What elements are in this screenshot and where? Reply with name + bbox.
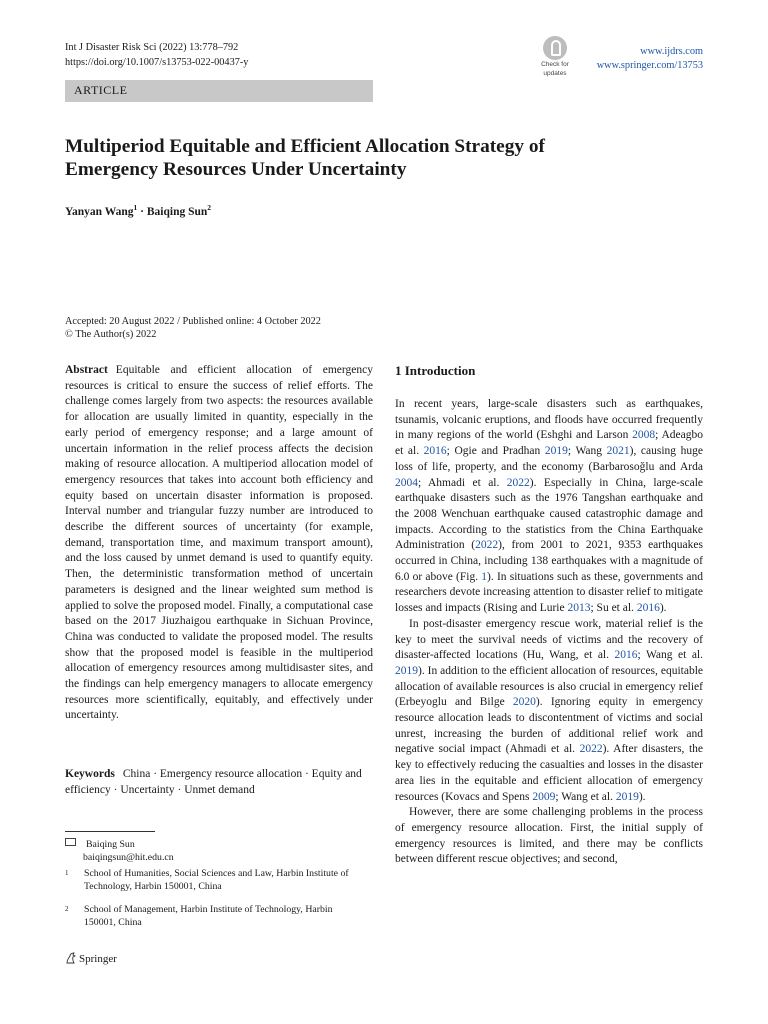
author-1[interactable]: Yanyan Wang [65, 205, 134, 218]
keywords-label: Keywords [65, 768, 115, 780]
accepted-published: Accepted: 20 August 2022 / Published online: 4 October 2022 [65, 316, 321, 327]
publisher-name: Springer [79, 953, 117, 965]
paper-title: Multiperiod Equitable and Efficient Allocation Strategy of Emergency Resources Under Uncertainty [65, 136, 545, 180]
affiliation-2 [65, 903, 365, 930]
affiliation-1 [65, 867, 365, 894]
corr-name: Baiqing Sun [86, 839, 135, 850]
ijdrs-link[interactable]: www.ijdrs.com [640, 46, 703, 57]
citation-link[interactable]: 2019 [395, 664, 418, 677]
intro-paragraph-3: However, there are some challenging problems in the process of emergency resource allocation. First, the initial supply of emergency resources is limited, and there may be conflicts between different rescue objectives; and second, [395, 806, 703, 866]
journal-info [65, 41, 248, 70]
citation-link[interactable]: 2019 [615, 790, 639, 803]
publisher-logo [65, 952, 117, 965]
affiliation-1-number: 1 [65, 869, 69, 877]
citation-link[interactable]: 2008 [632, 429, 656, 442]
journal-links [597, 45, 703, 73]
introduction-body [395, 397, 703, 868]
author-2[interactable]: Baiqing Sun [146, 205, 208, 218]
abstract-label: Abstract [65, 364, 108, 376]
badge-text-2: updates [543, 69, 567, 77]
citation-link[interactable]: 2020 [512, 696, 536, 709]
article-type-bar [65, 80, 373, 102]
publication-dates [65, 315, 321, 341]
keywords-text: China · Emergency resource allocation · Equity and efficiency · Uncertainty · Unmet demand [65, 768, 362, 796]
footnote-divider [65, 831, 155, 832]
mail-icon [65, 838, 76, 846]
citation-link[interactable]: 2022 [506, 476, 530, 489]
figure-link[interactable]: 1 [481, 570, 488, 583]
citation-link[interactable]: 2019 [544, 445, 568, 458]
citation-link[interactable]: 2016 [614, 649, 638, 662]
intro-paragraph-1: In recent years, large-scale disasters such as earthquakes, tsunamis, volcanic eruptions, and floods have occurred frequently in many regions of the world (Eshghi and Larson 2008; Adeagbo et al. 2016; Ogie and Pradhan 2019; Wang 2021), causing huge loss of life, property, and the economy (Barbarosoğlu and Arda 2004; Ahmadi et al. 2022). Especially in China, large-scale earthquake disasters such as the 1976 Tangshan earthquake and the 2008 Wenchuan earthquake caused catastrophic damage and impacts. According to the statistics from the China Earthquake Administration (2022), from 2001 to 2021, 9353 earthquakes occurred in China, including 138 earthquakes with a magnitude of 6.0 or above (Fig. 1). In situations such as these, governments and researchers devote increasing attention to disaster relief to mitigate losses and impacts (Rising and Lurie 2013; Su et al. 2016). [395, 398, 703, 615]
author-1-affiliation: 1 [133, 203, 138, 212]
corr-email[interactable]: baiqingsun@hit.edu.cn [83, 852, 174, 864]
author-2-affiliation: 2 [207, 203, 212, 212]
keywords [65, 767, 373, 798]
citation-link[interactable]: 2013 [567, 602, 591, 615]
article-type-label: ARTICLE [74, 83, 128, 97]
affiliation-2-number: 2 [65, 905, 69, 913]
author-list [65, 203, 211, 218]
journal-citation: Int J Disaster Risk Sci (2022) 13:778–792 [65, 42, 239, 53]
intro-paragraph-2: In post-disaster emergency rescue work, material relief is the key to meet the survival needs of victims and the recovery of disaster-affected locations (Hu, Wang, et al. 2016; Wang et al. 2019). In addition to the efficient allocation of resources, equitable allocation of available resources is also crucial in emergency relief (Erbeyoglu and Bilge 2020). Ignoring equity in emergency resource allocation leads to discontentment of victims and social unrest, increasing the burden of additional relief work and negative social impact (Ahmadi et al. 2022). After disasters, the key to effectively reducing the casualties and losses in the disaster area lies in the equitable and efficient allocation of emergency resources (Kovacs and Spens 2009; Wang et al. 2019). [395, 617, 703, 803]
author-separator: · [137, 205, 147, 218]
citation-link[interactable]: 2016 [636, 602, 660, 615]
citation-link[interactable]: 2022 [579, 743, 603, 756]
affiliation-1-text: School of Humanities, Social Sciences and Law, Harbin Institute of Technology, Harbin 150001, China [84, 868, 349, 893]
citation-link[interactable]: 2016 [423, 445, 447, 458]
badge-text-1: Check for [541, 61, 569, 68]
abstract-text: Equitable and efficient allocation of emergency resources is critical to ensure the success of relief efforts. The challenge comes largely from two aspects: the resources available for allocation are usually limited in quantity, especially in the early period of emergency response; and a large amount of uncertain information in the relief process affects the decision making of resource allocation. A multiperiod allocation model of emergency resources that takes into account both efficiency and equity based on uncertain disaster information is proposed. Interval number and triangular fuzzy number are introduced to describe the different sources of uncertainty (for example, demand, transportation time, and maximum transport amount), and the loss caused by unmet demand is used to quantify equity. Then, the deterministic transformation method of uncertain parameters is designed and the linear weighted sum method is applied to solve the proposed model. Finally, a computational case based on the 2017 Jiuzhaigou earthquake in Sichuan Province, China was conducted to validate the proposed model. The results show that the proposed model is feasible in the multiperiod allocation of emergency resources among multidisaster sites, and the findings can help emergency managers to allocate emergency resources more scientifically, equitably, and effectively under uncertainty. [65, 364, 373, 722]
corresponding-author [65, 838, 174, 865]
springer-journal-link[interactable]: www.springer.com/13753 [596, 60, 703, 71]
section-heading-introduction: 1 Introduction [395, 363, 476, 378]
check-for-updates-badge[interactable] [538, 36, 572, 77]
affiliation-2-text: School of Management, Harbin Institute of Technology, Harbin 150001, China [84, 904, 333, 929]
copyright: © The Author(s) 2022 [65, 329, 157, 340]
doi-link[interactable]: https://doi.org/10.1007/s13753-022-00437-y [65, 56, 249, 68]
citation-link[interactable]: 2022 [475, 539, 499, 552]
citation-link[interactable]: 2009 [532, 790, 556, 803]
citation-link[interactable]: 2004 [395, 476, 418, 489]
abstract [65, 363, 373, 724]
springer-horse-icon [65, 952, 76, 964]
bookmark-icon [543, 36, 567, 60]
citation-link[interactable]: 2021 [606, 445, 630, 458]
